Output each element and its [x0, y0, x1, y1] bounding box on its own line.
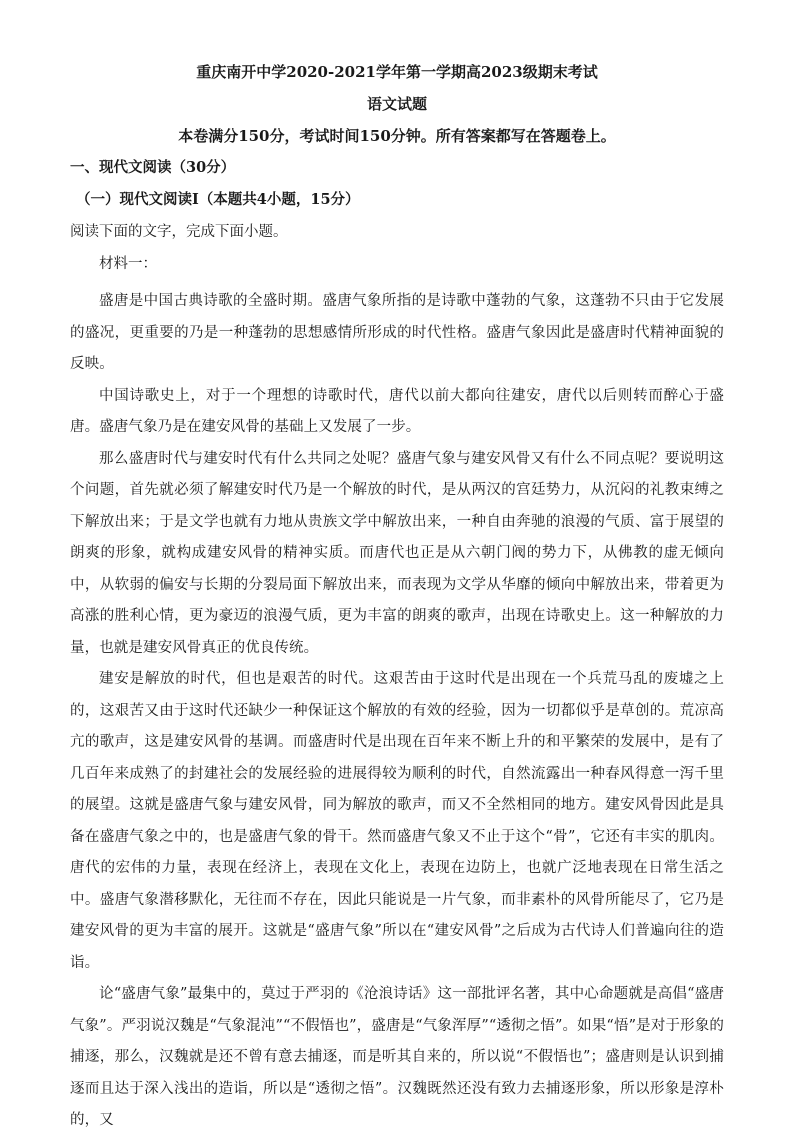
exam-note: 本卷满分150分，考试时间150分钟。所有答案都写在答题卷上。 [178, 127, 616, 145]
section-heading: 一、现代文阅读（30分） [70, 159, 236, 176]
paragraph-4: 建安是解放的时代，但也是艰苦的时代。这艰苦由于这时代是出现在一个兵荒马乱的废墟之上的，这艰苦又由于这时代还缺少一种保证这个解放的有效的经验，因为一切都似乎是草创的。荒凉高亢的歌声，这是建安风骨的基调。而盛唐时代是出现在百年来不断上升的和平繁荣的发展中，是有了几百年来成熟了的封建社会的发展经验的进展得较为顺利的时代，自然流露出一种春风得意一泻千里的展望。这就是盛唐气象与建安风骨，同为解放的歌声，而又不全然相同的地方。建安风骨因此是具备在盛唐气象之中的，也是盛唐气象的骨干。然而盛唐气象又不止于这个“骨”，它还有丰实的肌肉。唐代的宏伟的力量，表现在经济上，表现在文化上，表现在边防上，也就广泛地表现在日常生活之中。盛唐气象潜移默化，无往而不存在，因此只能说是一片气象，而非素朴的风骨所能尽了，它乃是建安风骨的更为丰富的展开。这就是“盛唐气象”所以在“建安风骨”之后成为古代诗人们普遍向往的造诣。 [70, 671, 724, 971]
paragraph-3: 那么盛唐时代与建安时代有什么共同之处呢？盛唐气象与建安风骨又有什么不同点呢？要说明这个问题，首先就必须了解建安时代乃是一个解放的时代，是从两汉的宫廷势力，从沉闷的礼教束缚之下解放出来；于是文学也就有力地从贵族文学中解放出来，一种自由奔驰的浪漫的气质、富于展望的朗爽的形象，就构成建安风骨的精神实质。而唐代也正是从六朝门阀的势力下，从佛教的虚无倾向中，从软弱的偏安与长期的分裂局面下解放出来，而表现为文学从华靡的倾向中解放出来，带着更为高涨的胜利心情，更为豪迈的浪漫气质，更为丰富的朗爽的歌声，出现在诗歌史上。这一种解放的力量，也就是建安风骨真正的优良传统。 [70, 450, 724, 656]
exam-subject: 语文试题 [366, 95, 427, 113]
exam-page [70, 62, 724, 1137]
exam-title: 重庆南开中学2020-2021学年第一学期高2023级期末考试 [196, 63, 598, 81]
paragraph-1: 盛唐是中国古典诗歌的全盛时期。盛唐气象所指的是诗歌中蓬勃的气象，这蓬勃不只由于它发展的盛况，更重要的乃是一种蓬勃的思想感情所形成的时代性格。盛唐气象因此是盛唐时代精神面貌的反映。 [70, 293, 724, 372]
subsection-heading: （一）现代文阅读Ⅰ（本题共4小题，15分） [76, 191, 360, 208]
reading-instruction: 阅读下面的文字，完成下面小题。 [70, 224, 288, 240]
paragraph-5: 论“盛唐气象”最集中的，莫过于严羽的《沧浪诗话》这一部批评名著，其中心命题就是高倡“盛唐气象”。严羽说汉魏是“气象混沌”“不假悟也”，盛唐是“气象浑厚”“透彻之悟”。如果“悟”是对于形象的捕逐，那么，汉魏就是还不曾有意去捕逐，而是听其自来的，所以说“不假悟也”；盛唐则是认识到捕逐而且达于深入浅出的造诣，所以是“透彻之悟”。汉魏既然还没有致力去捕逐形象，所以形象是淳朴的，又 [70, 986, 724, 1128]
paragraph-2: 中国诗歌史上，对于一个理想的诗歌时代，唐代以前大都向往建安，唐代以后则转而醉心于盛唐。盛唐气象乃是在建安风骨的基础上又发展了一步。 [70, 387, 724, 435]
material-label: 材料一： [99, 256, 157, 272]
